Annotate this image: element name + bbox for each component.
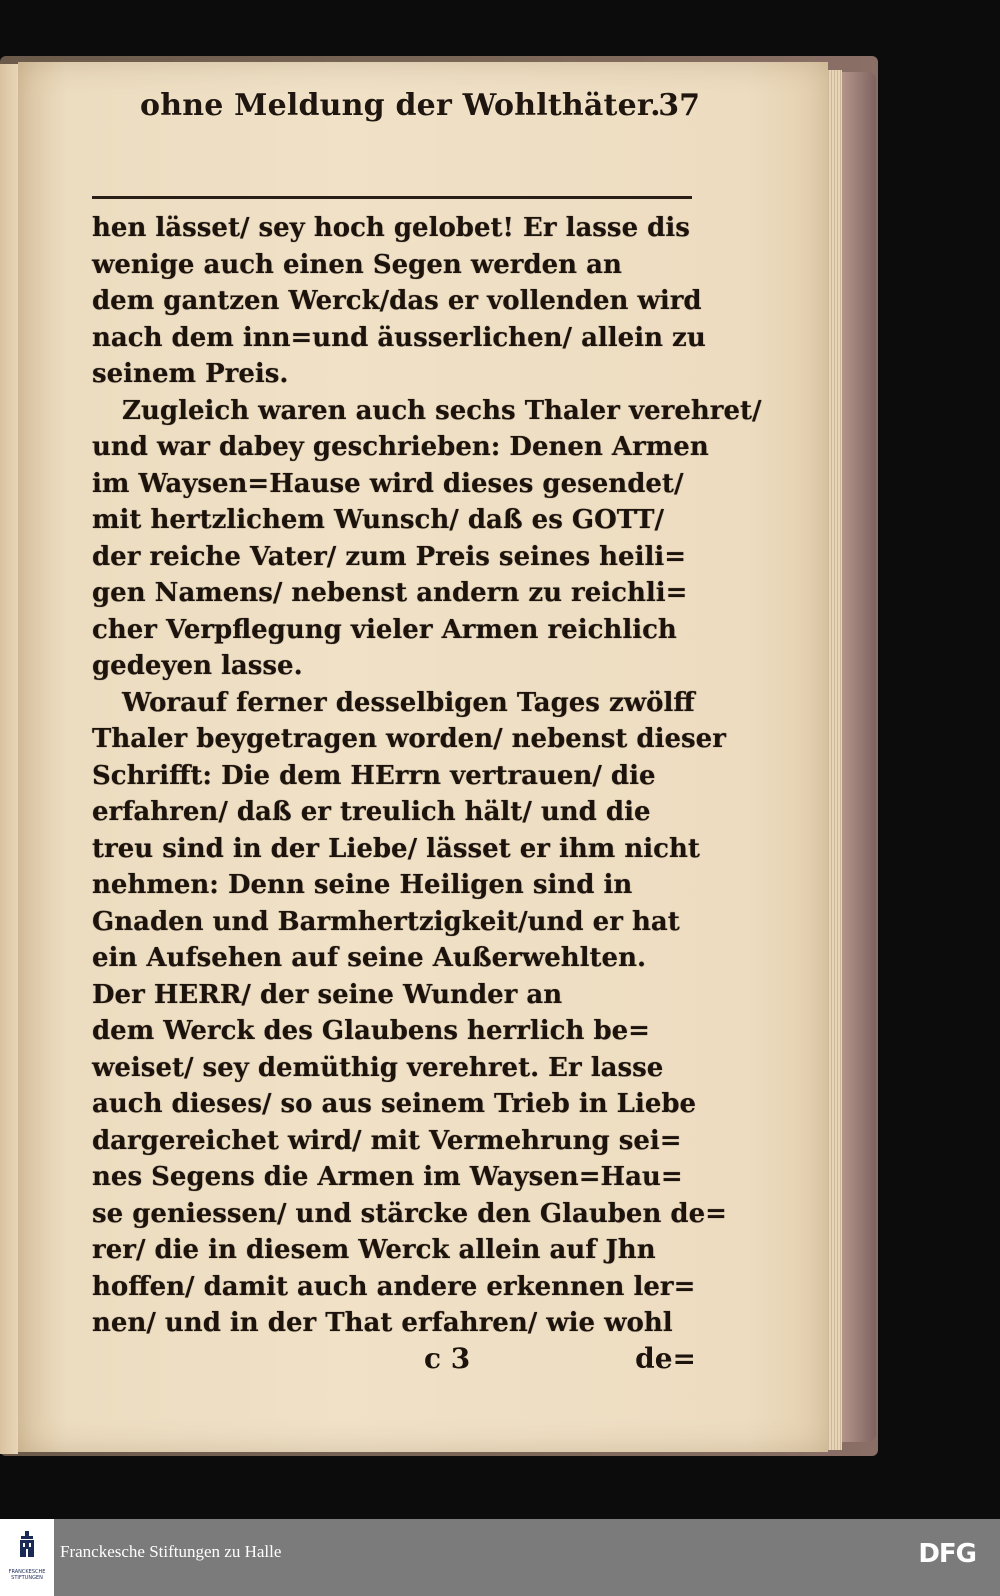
text-line: cher Verpflegung vieler Armen reichlich (92, 614, 677, 645)
logo-caption: FRANCKESCHE STIFTUNGEN (8, 1569, 46, 1581)
text-line: dem gantzen Werck/das er vollenden wird (92, 286, 702, 316)
text-line: dem Werck des Glaubens herrlich be= (92, 1016, 650, 1046)
text-line: Zugleich waren auch sechs Thaler verehret/ (122, 395, 762, 426)
institution-logo[interactable] (0, 1519, 54, 1596)
text-line: mit hertzlichem Wunsch/ daß es GOTT/ (92, 505, 665, 535)
header-rule (92, 196, 692, 199)
text-line: nehmen: Denn seine Heiligen sind in (92, 870, 633, 900)
text-line: der reiche Vater/ zum Preis seines heili= (92, 541, 686, 572)
text-line: im Waysen=Hause wird dieses gesendet/ (92, 468, 684, 499)
text-line: und war dabey geschrieben: Denen Armen (92, 432, 709, 462)
catchword: de= (635, 1342, 696, 1375)
page-header (140, 88, 700, 138)
text-line: gedeyen lasse. (92, 651, 303, 681)
text-line: auch dieses/ so aus seinem Trieb in Liebe (92, 1089, 697, 1119)
text-line: Worauf ferner desselbigen Tages zwölff (122, 687, 695, 718)
text-line: nen/ und in der That erfahren/ wie wohl (92, 1308, 673, 1338)
text-line: nes Segens die Armen im Waysen=Hau= (92, 1162, 683, 1192)
text-line: se geniessen/ und stärcke den Glauben de= (92, 1198, 727, 1229)
text-line: weiset/ sey demüthig verehret. Er lasse (92, 1052, 664, 1083)
gutter (0, 64, 18, 1454)
text-line: rer/ die in diesem Werck allein auf Jhn (92, 1235, 656, 1265)
text-line: Thaler beygetragen worden/ nebenst dieser (92, 724, 726, 754)
text-line: gen Namens/ nebenst andern zu reichli= (92, 578, 688, 608)
page-stack-edge (826, 70, 842, 1450)
page-footer (92, 1342, 696, 1382)
running-head: ohne Meldung der Wohlthäter. (140, 88, 661, 123)
text-line: ein Aufsehen auf seine Außerwehlten. (92, 943, 647, 973)
text-line: dargereichet wird/ mit Vermehrung sei= (92, 1125, 682, 1156)
institution-name[interactable]: Franckesche Stiftungen zu Halle (60, 1542, 282, 1561)
building-icon (18, 1531, 36, 1559)
text-line: hen lässet/ sey hoch gelobet! Er lasse dis (92, 213, 690, 243)
viewer-footer-bar (0, 1519, 1000, 1596)
text-line: nach dem inn=und äusserlichen/ allein zu (92, 322, 706, 353)
signature-mark: c 3 (424, 1342, 471, 1375)
dfg-logo[interactable]: DFG (918, 1539, 976, 1569)
text-line: treu sind in der Liebe/ lässet er ihm nicht (92, 833, 700, 864)
text-line: Schrifft: Die dem HErrn vertrauen/ die (92, 760, 656, 791)
text-line: wenige auch einen Segen werden an (92, 249, 622, 280)
text-line: Der HERR/ der seine Wunder an (92, 979, 563, 1010)
text-line: hoffen/ damit auch andere erkennen ler= (92, 1271, 696, 1302)
text-line: erfahren/ daß er treulich hält/ und die (92, 797, 651, 827)
page-number: 37 (658, 88, 700, 123)
body-text (92, 210, 762, 1342)
book-cover-edge (838, 72, 876, 1442)
text-line: seinem Preis. (92, 359, 289, 389)
text-line: Gnaden und Barmhertzigkeit/und er hat (92, 906, 680, 937)
